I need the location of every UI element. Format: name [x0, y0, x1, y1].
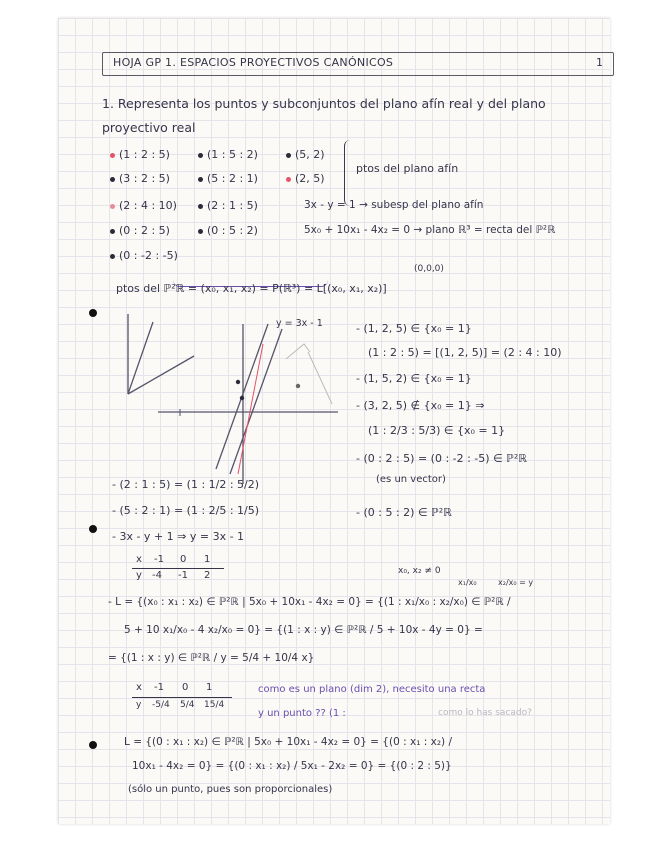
faint-line [308, 352, 332, 404]
sketch-drawing [98, 304, 368, 494]
point-item: (0 : -2 : -5) [110, 249, 178, 262]
bullet-icon [198, 229, 203, 234]
punch-hole [89, 741, 97, 749]
plane-line: 5x₀ + 10x₁ - 4x₂ = 0 → plano ℝ³ = recta del ℙ²ℝ [304, 224, 556, 236]
left-list-item: - (2 : 1 : 5) = (1 : 1/2 : 5/2) [112, 478, 260, 491]
right-list-item: - (1, 2, 5) ∈ {x₀ = 1} [356, 322, 472, 335]
condition-note: x₀, x₂ ≠ 0 [398, 566, 441, 576]
point-item: (5 : 2 : 1) [198, 172, 258, 185]
equation-line: = {(1 : x : y) ∈ ℙ²ℝ / y = 5/4 + 10/4 x} [108, 652, 315, 664]
subspace-line: 3x - y = 1 → subesp del plano afín [304, 199, 484, 211]
right-list-item: (es un vector) [376, 474, 446, 485]
vector-arrow [128, 322, 153, 394]
arrow-label: x₁/x₀ [458, 578, 477, 587]
point-item: (3 : 2 : 5) [110, 172, 170, 185]
faint-note: como lo has sacado? [438, 708, 532, 718]
faint-arrow [286, 344, 310, 359]
page-header [102, 52, 614, 76]
points-definition: ptos del ℙ²ℝ = (x₀, x₁, x₂) = P(ℝ³) = L[(x₀, x₁, x₂)] [116, 282, 387, 295]
left-list-item: - 3x - y + 1 ⇒ y = 3x - 1 [112, 530, 245, 543]
equation-line: 5 + 10 x₁/x₀ - 4 x₂/x₀ = 0} = {(1 : x : y) ∈ ℙ²ℝ / 5 + 10x - 4y = 0} = [124, 624, 483, 636]
right-list-item: - (3, 2, 5) ∉ {x₀ = 1} ⇒ [356, 399, 485, 412]
bullet-icon [110, 204, 115, 209]
plot-point [296, 384, 300, 388]
vector-arrow [128, 356, 194, 394]
bullet-icon [110, 254, 115, 259]
equation-line: (sólo un punto, pues son proporcionales) [128, 784, 333, 795]
brace-label: ptos del plano afín [356, 162, 459, 175]
line-parallel [230, 329, 282, 474]
plot-point [240, 396, 244, 400]
right-list-item: - (1, 5, 2) ∈ {x₀ = 1} [356, 372, 472, 385]
bullet-icon [198, 177, 203, 182]
point-item: (5, 2) [286, 148, 325, 161]
right-list-item: (1 : 2 : 5) = [(1, 2, 5)] = (2 : 4 : 10) [368, 346, 562, 359]
equation-line: - L = {(x₀ : x₁ : x₂) ∈ ℙ²ℝ | 5x₀ + 10x₁ - 4x₂ = 0} = {(1 : x₁/x₀ : x₂/x₀) ∈ ℙ²ℝ / [108, 596, 511, 608]
annotation-note: como es un plano (dim 2), necesito una recta [258, 684, 486, 695]
annotation-note: y un punto ?? (1 : [258, 708, 346, 719]
point-item: (2 : 4 : 10) [110, 199, 177, 212]
exercise-statement-1: 1. Representa los puntos y subconjuntos del plano afín real y del plano [102, 96, 546, 111]
left-list-item: - (5 : 2 : 1) = (1 : 2/5 : 1/5) [112, 504, 260, 517]
exercise-statement-2: proyectivo real [102, 120, 196, 135]
bullet-icon [198, 153, 203, 158]
line-label: y = 3x - 1 [276, 318, 323, 329]
bullet-icon [286, 177, 291, 182]
point-item: (1 : 2 : 5) [110, 148, 170, 161]
equation-line: 10x₁ - 4x₂ = 0} = {(0 : x₁ : x₂) / 5x₁ - 2x₂ = 0} = {(0 : 2 : 5)} [132, 760, 452, 772]
bullet-icon [110, 177, 115, 182]
punch-hole [89, 525, 97, 533]
right-list-item: - (0 : 5 : 2) ∈ ℙ²ℝ [356, 506, 452, 519]
page-number: 1 [596, 56, 603, 69]
origin-label: (0,0,0) [414, 264, 444, 274]
point-item: (2 : 1 : 5) [198, 199, 258, 212]
arrow-label: x₂/x₀ = y [498, 578, 534, 587]
point-item: (0 : 5 : 2) [198, 224, 258, 237]
notebook-page: HOJA GP 1. ESPACIOS PROYECTIVOS CANÓNICOS 1 1. Representa los puntos y subconjuntos del plano afín real y del plano proyectivo real (1 : 2 : 5) (1 : 5 : 2) (5, 2) (3 : 2 : 5) (5 : 2 : 1) (2, 5) (2 : 4 : 10) (2 : 1 : 5) (0 : 2 : 5) (0 : 5 : 2) (0 : -2 : -5) ptos del plano afín 3x - y = 1 → subesp del plano afín 5x₀ + 10x₁ - 4x₂ = 0 → plano ℝ³ = recta del ℙ²ℝ (0,0,0) ptos del ℙ²ℝ = (x₀, x₁, x₂) = P(ℝ³) = L[(x₀, x₁, x₂)] y = 3x - 1 - (1, 2, 5) ∈ {x₀ = 1} (1 : 2 : 5) = [(1, 2, 5)] = (2 : 4 : 10) - (1, 5, 2) ∈ {x₀ = 1} - (3, 2, 5) ∉ {x₀ = 1} ⇒ (1 : 2/3 : 5/3) ∈ {x₀ = 1} - (0 : 2 : 5) = (0 : -2 : -5) ∈ ℙ²ℝ (es un vector) - (0 : 5 : 2) ∈ ℙ²ℝ - (2 : 1 : 5) = (1 : 1/2 : 5/2) - (5 : 2 : 1) = (1 : 2/5 : 1/5) - 3x - y + 1 ⇒ y = 3x - 1 x -1 0 1 y -4 -1 2 x₀, x₂ ≠ 0 x₁/x₀ x₂/x₀ = y - L = {(x₀ : x₁ : x₂) ∈ ℙ²ℝ | 5x₀ + 10x₁ - 4x₂ = 0} = {(1 : x₁/x₀ : x₂/x₀) ∈ ℙ²ℝ / 5 + 10 x₁/x₀ - 4 x₂/x₀ = 0} = {(1 : x : y) ∈ ℙ²ℝ / 5 + 10x - 4y = 0} = = {(1 : x : y) ∈ ℙ²ℝ / y = 5/4 + 10/4 x} x -1 0 1 y -5/4 5/4 15/4 como es un plano (dim 2), necesito una recta y un punto ?? (1 : como lo has sacado? L = {(0 : x₁ : x₂) ∈ ℙ²ℝ | 5x₀ + 10x₁ - 4x₂ = 0} = {(0 : x₁ : x₂) / 10x₁ - 4x₂ = 0} = {(0 : x₁ : x₂) / 5x₁ - 2x₂ = 0} = {(0 : 2 : 5)} (sólo un punto, pues son proporcionales) [58, 18, 610, 824]
equation-line: L = {(0 : x₁ : x₂) ∈ ℙ²ℝ | 5x₀ + 10x₁ - 4x₂ = 0} = {(0 : x₁ : x₂) / [124, 736, 453, 748]
point-item: (2, 5) [286, 172, 325, 185]
point-item: (0 : 2 : 5) [110, 224, 170, 237]
red-line [238, 344, 263, 474]
point-item: (1 : 5 : 2) [198, 148, 258, 161]
page-title: HOJA GP 1. ESPACIOS PROYECTIVOS CANÓNICOS [113, 56, 394, 69]
right-list-item: (1 : 2/3 : 5/3) ∈ {x₀ = 1} [368, 424, 506, 437]
punch-hole [89, 309, 97, 317]
brace-mark [344, 140, 353, 206]
right-list-item: - (0 : 2 : 5) = (0 : -2 : -5) ∈ ℙ²ℝ [356, 452, 527, 465]
bullet-icon [110, 153, 115, 158]
bullet-icon [198, 204, 203, 209]
plot-point [236, 380, 240, 384]
bullet-icon [110, 229, 115, 234]
bullet-icon [286, 153, 291, 158]
